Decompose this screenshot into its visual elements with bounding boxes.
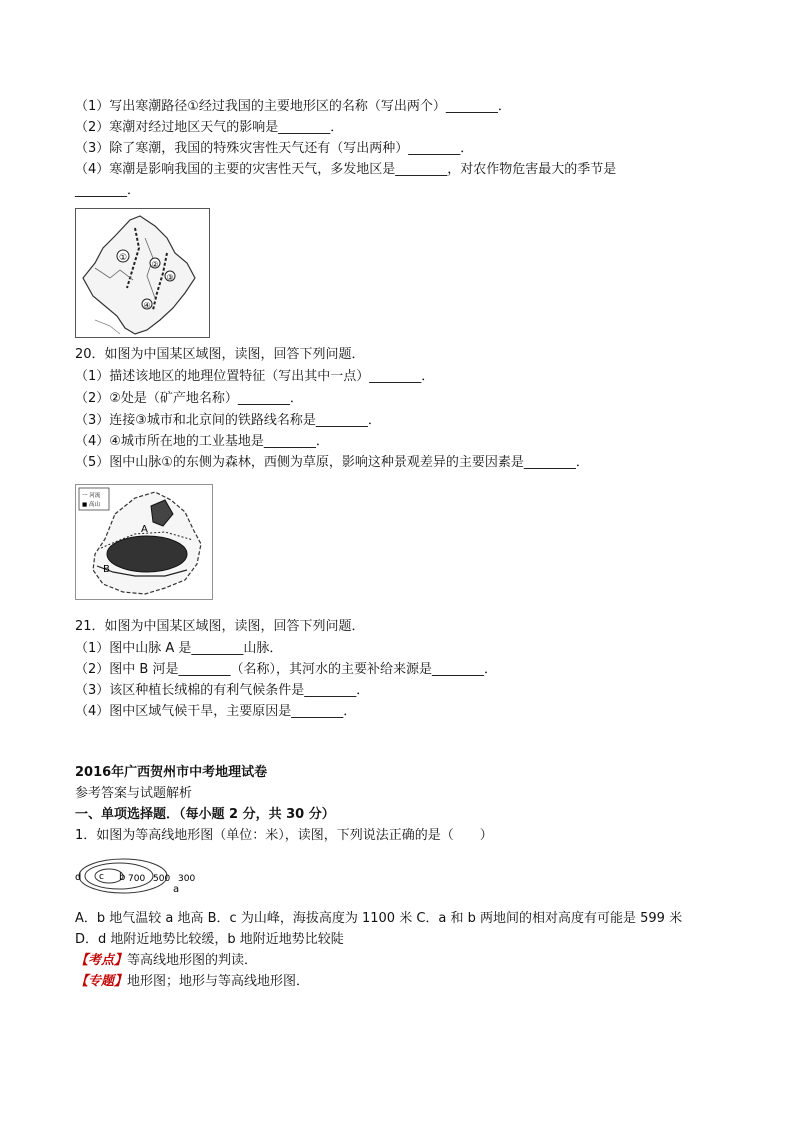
section-heading: 一、单项选择题．（每小题 2 分，共 30 分） [75, 807, 335, 822]
contour-label-a: a [173, 884, 180, 895]
q20-region-map [75, 208, 210, 338]
q20-stem: 20．如图为中国某区域图，读图，回答下列问题． [75, 347, 365, 362]
map20-label-3: ③ [166, 273, 174, 282]
map20-label-2: ② [151, 260, 159, 269]
q21-line-2: （2）图中 B 河是________（名称），其河水的主要补给来源是________． [75, 662, 497, 677]
q19-line-1: （1）写出寒潮路径①经过我国的主要地形区的名称（写出两个）________． [75, 99, 511, 114]
answers-title: 2016年广西贺州市中考地理试卷 [75, 765, 268, 780]
kaodian-line [75, 952, 257, 970]
map21-label-b: B [103, 564, 110, 575]
q21-stem: 21．如图为中国某区域图，读图，回答下列问题． [75, 619, 365, 634]
contour-label-500: 500 [153, 874, 171, 884]
map21-label-a: A [141, 524, 148, 535]
q20-line-5: （5）图中山脉①的东侧为森林，西侧为草原，影响这种景观差异的主要因素是________． [75, 455, 589, 470]
answer-q1-stem: 1．如图为等高线地形图（单位：米），读图，下列说法正确的是（ ） [75, 828, 493, 843]
contour-label-300: 300 [178, 874, 196, 884]
q20-line-1: （1）描述该地区的地理位置特征（写出其中一点）________． [75, 369, 435, 384]
q21-region-map [75, 484, 213, 600]
q19-line-2: （2）寒潮对经过地区天气的影响是________． [75, 120, 344, 135]
legend-mountain: ■ 高山 [82, 502, 100, 508]
answer-q1-options-line-1: A．b 地气温较 a 地高 B．c 为山峰，海拔高度为 1100 米 C．a 和 b 两地间的相对高度有可能是 599 米 [75, 911, 683, 926]
zhuanti-tag: 【专题】 [75, 974, 128, 989]
contour-label-700: 700 [128, 874, 146, 884]
q20-line-2: （2）②处是（矿产地名称）________． [75, 391, 303, 406]
q19-line-3: （3）除了寒潮，我国的特殊灾害性天气还有（写出两种）________． [75, 141, 474, 156]
contour-map [75, 850, 215, 900]
q21-line-1: （1）图中山脉 A 是________山脉． [75, 641, 283, 656]
q19-line-5: ________． [75, 183, 141, 198]
contour-label-b: b [119, 872, 126, 883]
q20-line-4: （4）④城市所在地的工业基地是________． [75, 434, 329, 449]
kaodian-tag: 【考点】 [75, 953, 128, 968]
answer-q1-options-line-2: D．d 地附近地势比较缓，b 地附近地势比较陡 [75, 932, 344, 947]
contour-label-c: c [99, 872, 104, 882]
q19-line-4: （4）寒潮是影响我国的主要的灾害性天气，多发地区是________，对农作物危害最大的季节是 [75, 162, 617, 177]
q21-line-4: （4）图中区域气候干旱，主要原因是________． [75, 704, 357, 719]
q20-line-3: （3）连接③城市和北京间的铁路线名称是________． [75, 413, 381, 428]
legend-river: 一 河流 [82, 493, 101, 499]
zhuanti-text: 地形图；地形与等高线地形图． [127, 974, 310, 989]
kaodian-text: 等高线地形图的判读． [127, 953, 258, 968]
zhuanti-line [75, 973, 309, 991]
map20-label-1: ① [118, 253, 128, 263]
answers-subtitle: 参考答案与试题解析 [75, 786, 193, 801]
map20-label-4: ④ [143, 301, 151, 310]
contour-label-d: d [75, 872, 82, 883]
q21-line-3: （3）该区种植长绒棉的有利气候条件是________． [75, 683, 370, 698]
